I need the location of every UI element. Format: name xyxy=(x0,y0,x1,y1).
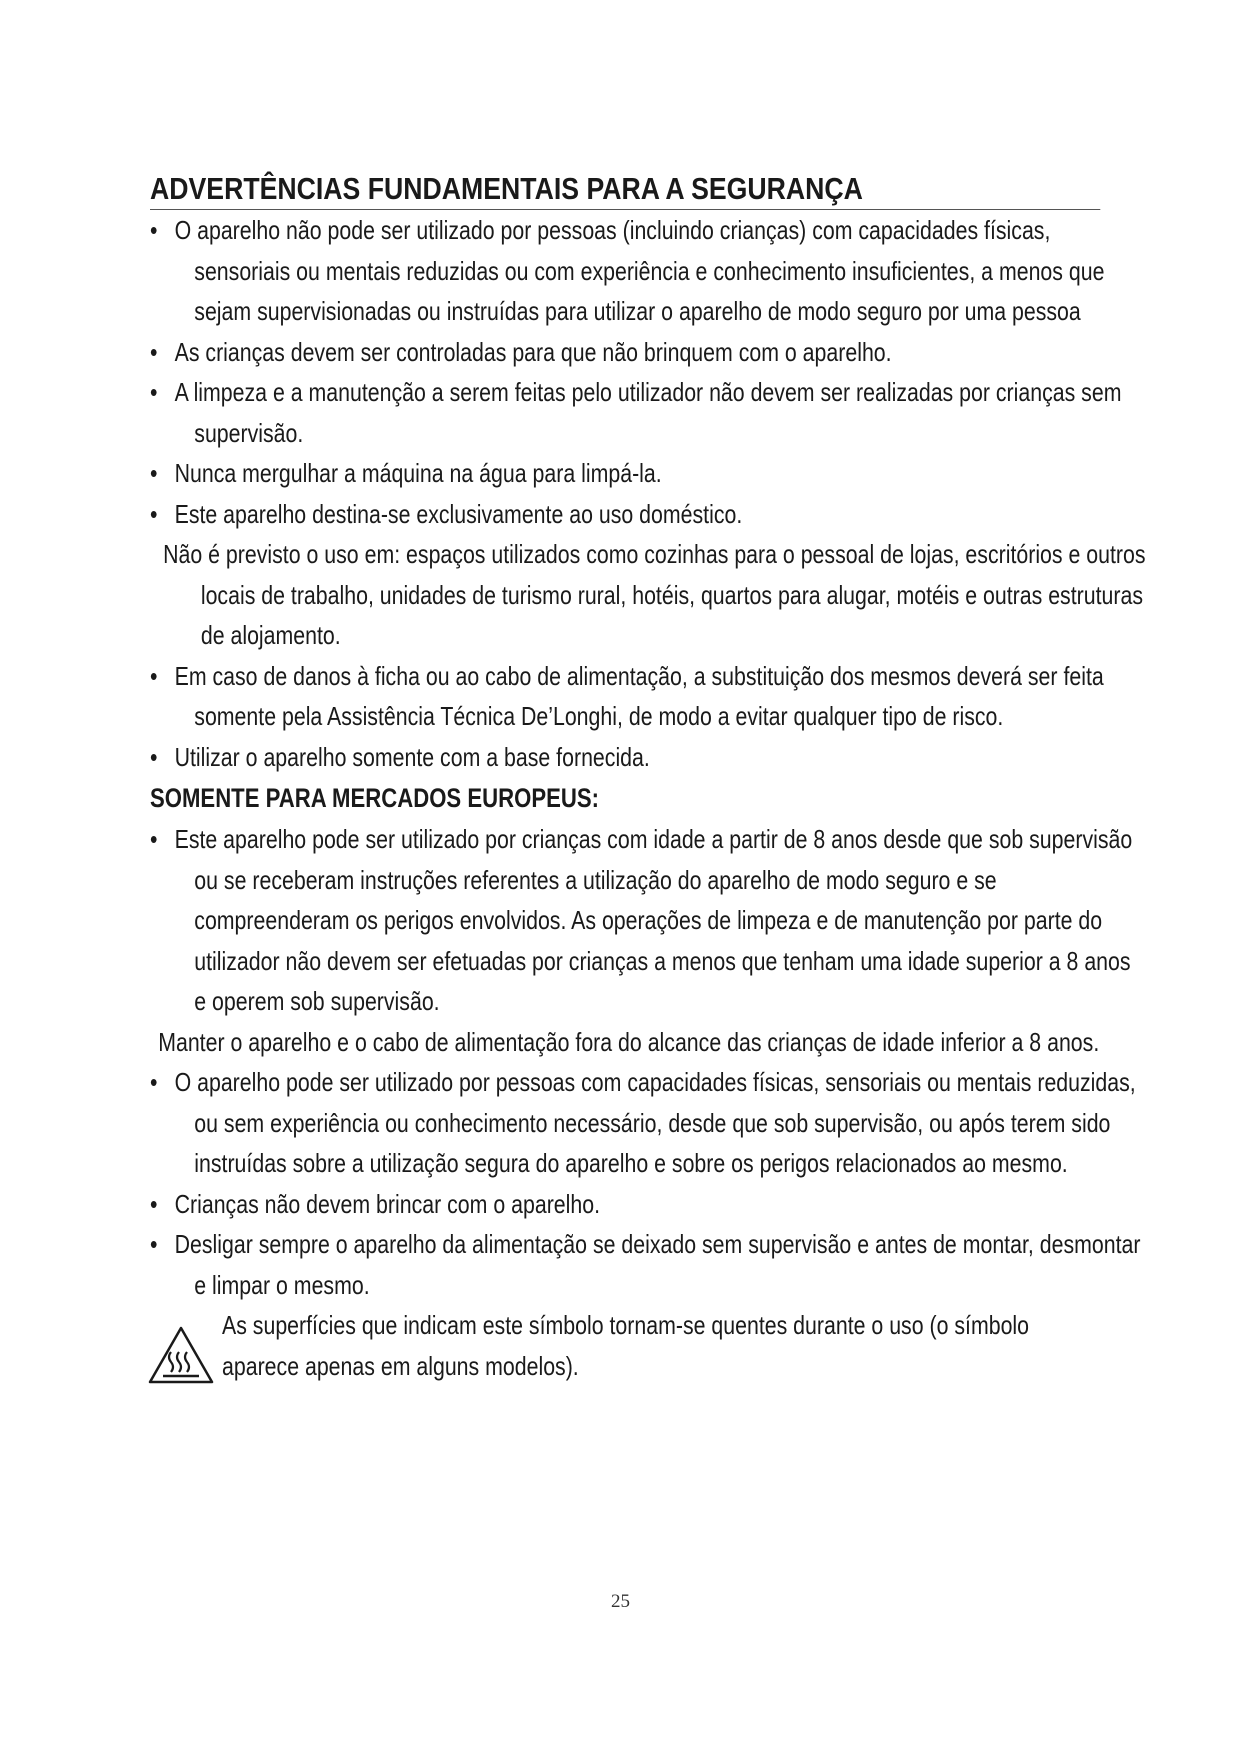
bullet: • xyxy=(150,498,158,529)
list-item-text: A limpeza e a manutenção a serem feitas pelo utilizador não devem ser realizadas por crianças sem supervisão. xyxy=(174,377,1122,448)
bullet: • xyxy=(150,660,158,691)
document-page xyxy=(150,170,1146,1387)
list-item-text: Nunca mergulhar a máquina na água para limpá-la. xyxy=(174,458,662,488)
list-item-text: Este aparelho destina-se exclusivamente ao uso doméstico. xyxy=(174,498,743,529)
eu-warnings-list xyxy=(150,819,1141,1305)
list-item xyxy=(150,210,1145,332)
safety-warnings-list xyxy=(150,210,1146,777)
list-item xyxy=(150,1224,1145,1305)
bullet: • xyxy=(150,377,158,407)
list-item xyxy=(150,372,1145,453)
bullet: • xyxy=(150,824,158,854)
list-item xyxy=(150,453,1145,494)
list-item-text: Desligar sempre o aparelho da alimentação se deixado sem supervisão e antes de montar, desmontar e limpar o mesmo. xyxy=(174,1229,1141,1300)
bullet: • xyxy=(150,1188,158,1219)
list-item xyxy=(150,819,1145,1022)
hot-surface-note-text: As superfícies que indicam este símbolo tornam-se quentes durante o uso (o símbolo aparece apenas em alguns modelos). xyxy=(222,1310,1030,1381)
bullet: • xyxy=(150,1229,158,1259)
list-item xyxy=(150,656,1145,737)
page-title: ADVERTÊNCIAS FUNDAMENTAIS PARA A SEGURANÇA xyxy=(150,170,1100,210)
list-item-text: Crianças não devem brincar com o aparelho. xyxy=(174,1188,601,1219)
list-item-text: Este aparelho pode ser utilizado por crianças com idade a partir de 8 anos desde que sob supervisão ou se receberam instruções referentes a utilização do aparelho de modo seguro e se compreenderam os perigos envolvidos. As operações de limpeza e de manutenção por parte do utilizador não devem ser efetuadas por crianças a menos que tenham uma idade superior a 8 anos e operem sob supervisão. xyxy=(174,824,1133,1016)
list-item-text: Utilizar o aparelho somente com a base fornecida. xyxy=(174,741,650,772)
list-item-text: Em caso de danos à ficha ou ao cabo de alimentação, a substituição dos mesmos deverá ser feita somente pela Assistência Técnica De’Longhi, de modo a evitar qualquer tipo de risco. xyxy=(174,660,1104,731)
bullet: • xyxy=(150,336,158,367)
list-item xyxy=(150,1184,1145,1225)
bullet: • xyxy=(150,1067,158,1097)
list-item-text: As crianças devem ser controladas para que não brinquem com o aparelho. xyxy=(174,336,892,367)
domestic-use-note: Não é previsto o uso em: espaços utilizados como cozinhas para o pessoal de lojas, escritórios e outros locais de trabalho, unidades de turismo rural, hotéis, quartos para alugar, motéis e outras estruturas de alojamento. xyxy=(163,539,1146,650)
section-subheading: SOMENTE PARA MERCADOS EUROPEUS: xyxy=(150,783,599,813)
hot-surface-warning-icon xyxy=(147,1325,215,1385)
bullet: • xyxy=(150,458,158,488)
list-item-text: O aparelho pode ser utilizado por pessoas com capacidades físicas, sensoriais ou mentais reduzidas, ou sem experiência ou conhecimento necessário, desde que sob supervisão, ou após terem sido instruídas sobre a utilização segura do aparelho e sobre os perigos relacionados ao mesmo. xyxy=(174,1067,1136,1178)
list-item xyxy=(150,494,1145,535)
hot-surface-note xyxy=(150,1305,1100,1387)
bullet: • xyxy=(150,741,158,772)
children-note: Manter o aparelho e o cabo de alimentação fora do alcance das crianças de idade inferior a 8 anos. xyxy=(158,1026,1100,1057)
list-item xyxy=(150,737,1145,778)
list-item xyxy=(150,1062,1145,1184)
page-number: 25 xyxy=(611,1591,630,1612)
bullet: • xyxy=(150,215,158,245)
list-item xyxy=(150,332,1145,373)
list-item-text: O aparelho não pode ser utilizado por pessoas (incluindo crianças) com capacidades físicas, sensoriais ou mentais reduzidas ou com experiência e conhecimento insuficientes, a menos que sejam supervisionadas ou instruídas para utilizar o aparelho de modo seguro por uma pessoa xyxy=(174,215,1105,326)
